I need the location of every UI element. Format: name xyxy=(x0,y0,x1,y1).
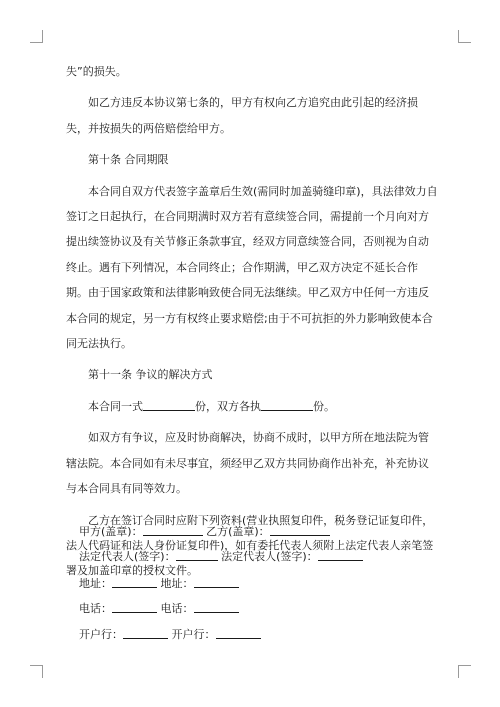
party-b-bank-blank xyxy=(216,626,261,639)
signature-row-address xyxy=(79,575,239,592)
party-b-rep-blank xyxy=(318,548,363,561)
party-b-seal-blank xyxy=(270,523,330,536)
party-a-bank-label: 开户行： xyxy=(79,628,123,641)
party-a-phone-label: 电话： xyxy=(79,602,112,615)
paragraph-continuation: 失”的损失。 xyxy=(66,65,127,78)
paragraph-contract-term: 本合同自双方代表签字盖章后生效(需同时加盖骑缝印章)，具法律效力自签订之日起执行，在合同期满时双方若有意续签合同，需提前一个月向对方提出续签协议及有关节修正条款事宜，经双方同意续签合同，否则视为自动终止。遇有下列情况，本合同终止；合作期满，甲乙双方决定不延长合作期。由于国家政策和法律影响致使合同无法继续。甲乙双方中任何一方违反本合同的规定，另一方有权终止要求赔偿;由于不可抗拒的外力影响致使本合同无法执行。 xyxy=(66,184,438,351)
corner-mark-top-left xyxy=(30,30,43,43)
party-b-address-blank xyxy=(194,575,239,588)
party-a-phone-blank xyxy=(112,600,157,613)
copies-text-a: 本合同一式 xyxy=(88,399,143,413)
paragraph-dispute: 如双方有争议，应及时协商解决，协商不成时，以甲方所在地法院为管辖法院。本合同如有未尽事宜，须经甲乙双方共同协商作出补充，补充协议与本合同具有同等效力。 xyxy=(66,431,429,496)
party-a-address-blank xyxy=(112,575,157,588)
party-a-seal-label: 甲方(盖章)： xyxy=(79,525,143,538)
signature-row-seal xyxy=(79,523,330,540)
party-a-address-label: 地址： xyxy=(79,577,112,590)
party-b-phone-blank xyxy=(194,600,239,613)
corner-mark-top-right xyxy=(458,30,471,43)
copies-blank-total xyxy=(143,398,195,411)
corner-mark-bottom-right xyxy=(458,665,471,678)
party-a-bank-blank xyxy=(123,626,168,639)
copies-blank-each xyxy=(261,398,313,411)
party-a-seal-blank xyxy=(143,523,203,536)
party-b-address-label: 地址： xyxy=(160,577,194,590)
party-b-seal-label: 乙方(盖章)： xyxy=(206,525,270,538)
paragraph-copies xyxy=(66,394,438,419)
heading-article-10: 第十条 合同期限 xyxy=(88,153,169,167)
party-a-rep-label: 法定代表人(签字)： xyxy=(79,550,176,563)
copies-text-b: 份，双方各执 xyxy=(195,399,261,413)
party-a-rep-blank xyxy=(176,548,218,561)
signature-row-rep xyxy=(79,548,363,565)
heading-article-11: 第十一条 争议的解决方式 xyxy=(88,368,213,382)
corner-mark-bottom-left xyxy=(30,665,43,678)
signature-row-phone xyxy=(79,600,239,617)
party-b-phone-label: 电话： xyxy=(160,602,194,615)
paragraph-attachments: 乙方在签订合同时应附下列资料(营业执照复印件，税务登记证复印件，法人代码证和法人身份证复印件)，如有委托代表人须附上法定代表人亲笔签署及加盖印章的授权文件。 xyxy=(66,513,434,578)
signature-row-bank xyxy=(79,626,261,643)
party-b-bank-label: 开户行： xyxy=(171,628,216,641)
party-b-rep-label: 法定代表人(签字)： xyxy=(221,550,318,563)
document-body xyxy=(66,59,438,584)
paragraph-article-7-breach: 如乙方违反本协议第七条的，甲方有权向乙方追究由此引起的经济损失，并按损失的两倍赔偿给甲方。 xyxy=(66,96,418,135)
copies-text-c: 份。 xyxy=(313,399,335,413)
